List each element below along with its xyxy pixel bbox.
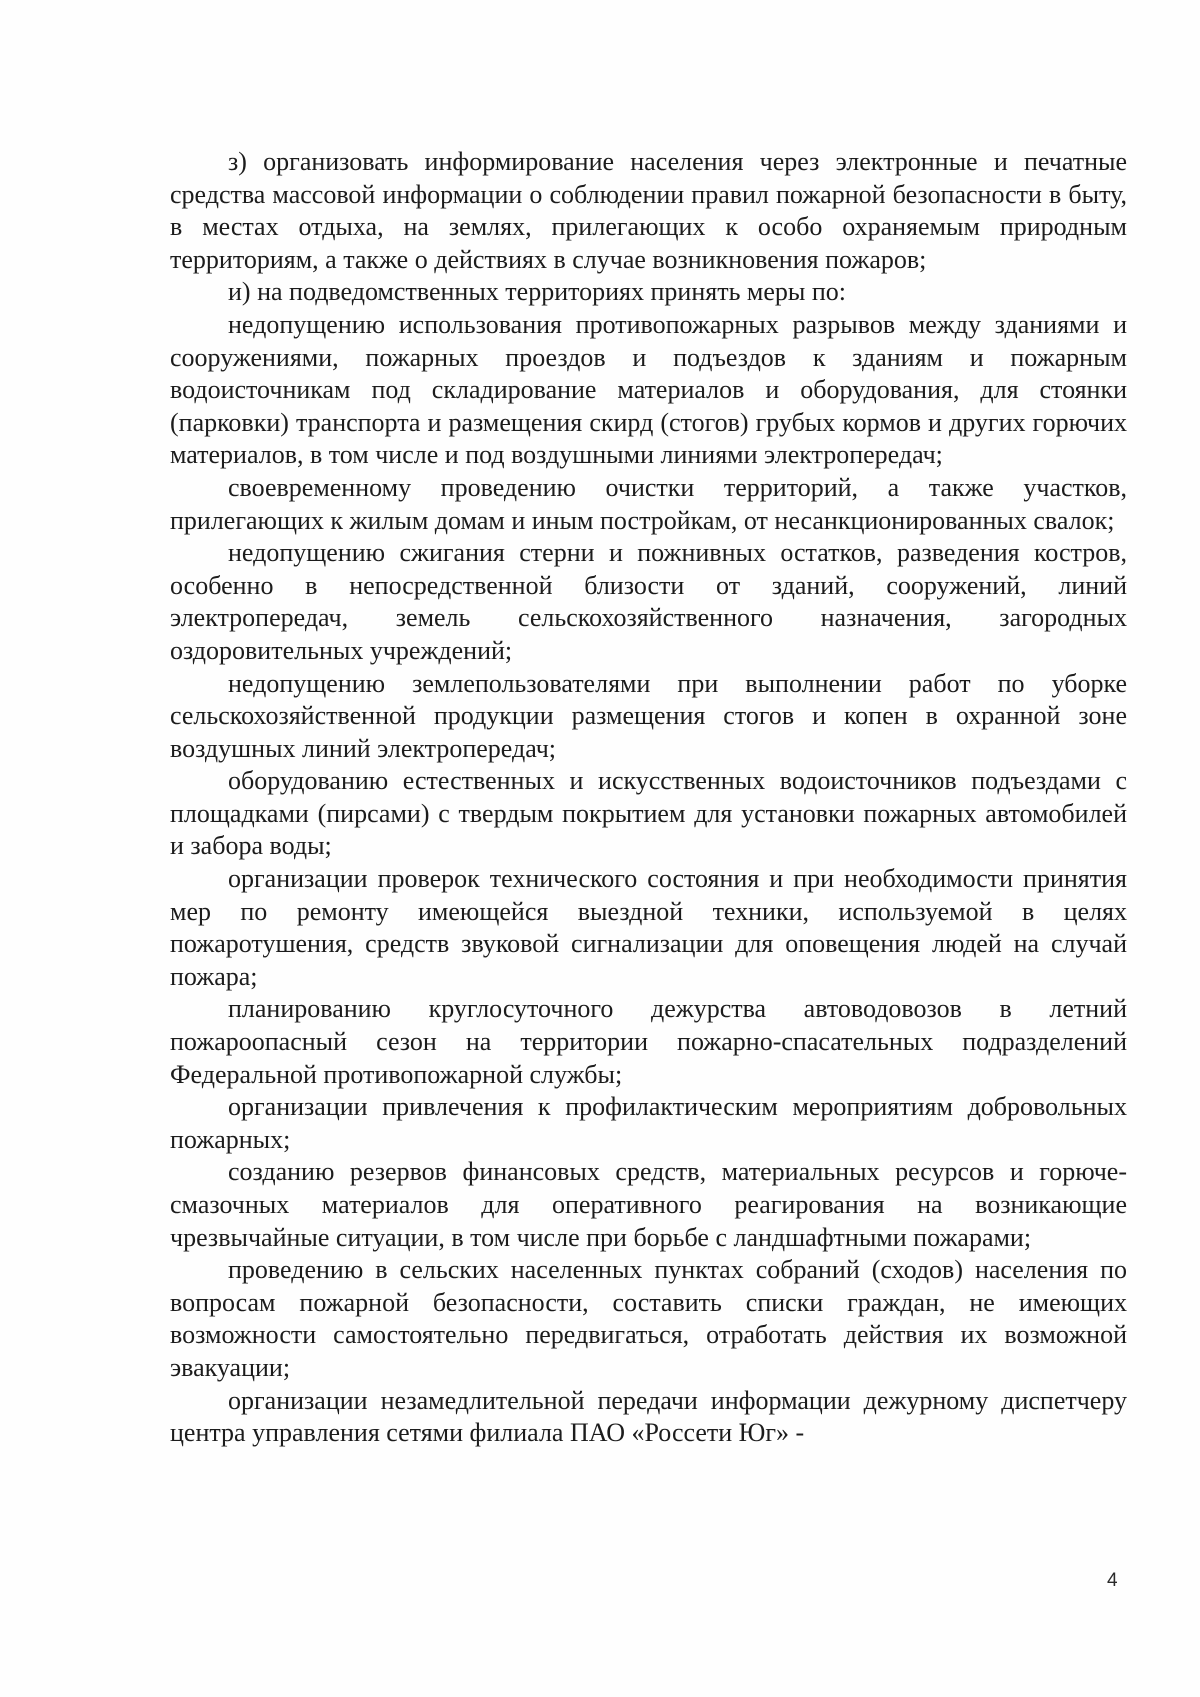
paragraph-water-sources: оборудованию естественных и искусственных водоисточников подъездами с площадками (пирсами) с твердым покрытием для установки пожарных автомобилей и забора воды;: [170, 766, 1127, 861]
paragraph-haystacks: недопущению землепользователями при выполнении работ по уборке сельскохозяйственной продукции размещения стогов и копен в охранной зоне воздушных линий электропередач;: [170, 668, 1127, 763]
paragraph-z: з) организовать информирование населения через электронные и печатные средства массовой информации о соблюдении правил пожарной безопасности в быту, в местах отдыха, на землях, прилегающих к особо охраняемым природным территориям, а также о действиях в случае возникновения пожаров;: [170, 147, 1127, 274]
document-body: [170, 146, 1127, 1450]
paragraph-water-trucks: планированию круглосуточного дежурства автоводовозов в летний пожароопасный сезон на территории пожарно-спасательных подразделений Федеральной противопожарной службы;: [170, 994, 1127, 1089]
page-number: 4: [1107, 1570, 1118, 1591]
paragraph-village-meetings: проведению в сельских населенных пунктах собраний (сходов) населения по вопросам пожарной безопасности, составить списки граждан, не имеющих возможности самостоятельно передвигаться, отработать действия их возможной эвакуации;: [170, 1255, 1127, 1382]
paragraph-volunteers: организации привлечения к профилактическим мероприятиям добровольных пожарных;: [170, 1092, 1127, 1154]
paragraph-dispatcher-notification: организации незамедлительной передачи информации дежурному диспетчеру центра управления сетями филиала ПАО «Россети Юг» -: [170, 1385, 1127, 1448]
paragraph-stubble-burning: недопущению сжигания стерни и пожнивных остатков, разведения костров, особенно в непосредственной близости от зданий, сооружений, линий электропередач, земель сельскохозяйственного назначения, загородных оздоровительных учреждений;: [170, 538, 1127, 665]
paragraph-fire-breaks: недопущению использования противопожарных разрывов между зданиями и сооружениями, пожарных проездов и подъездов к зданиям и пожарным водоисточникам под складирование материалов и оборудования, для стоянки (парковки) транспорта и размещения скирд (стогов) грубых кормов и других горючих материалов, в том числе и под воздушными линиями электропередач;: [170, 309, 1127, 470]
paragraph-i: и) на подведомственных территориях принять меры по:: [228, 277, 847, 307]
paragraph-equipment-checks: организации проверок технического состояния и при необходимости принятия мер по ремонту имеющейся выездной техники, используемой в целях пожаротушения, средств звуковой сигнализации для оповещения людей на случай пожара;: [170, 864, 1127, 991]
paragraph-reserves: созданию резервов финансовых средств, материальных ресурсов и горюче-смазочных материалов для оперативного реагирования на возникающие чрезвычайные ситуации, в том числе при борьбе с ландшафтными пожарами;: [170, 1157, 1127, 1252]
paragraph-territory-cleaning: своевременному проведению очистки территорий, а также участков, прилегающих к жилым домам и иным постройкам, от несанкционированных свалок;: [170, 472, 1127, 535]
